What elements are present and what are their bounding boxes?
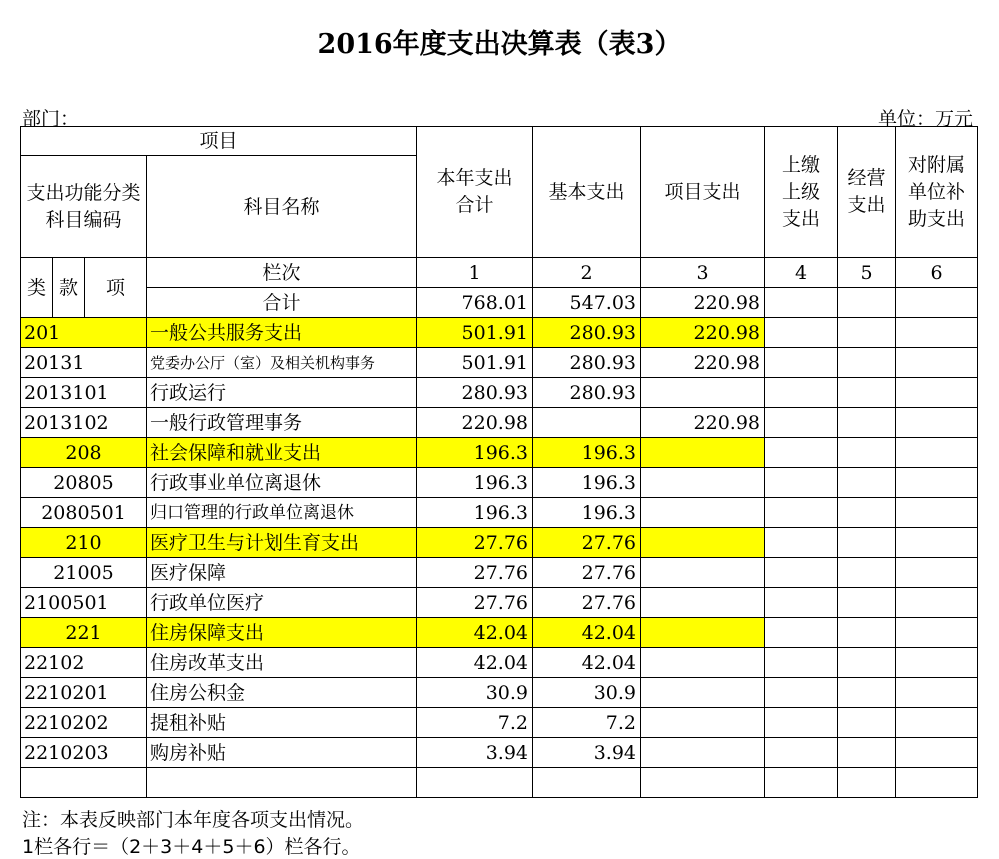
formula-note: 1栏各行＝（2＋3＋4＋5＋6）栏各行。 — [22, 836, 361, 858]
row-total: 220.98 — [417, 408, 533, 438]
row-total: 3.94 — [417, 738, 533, 768]
header-col-business: 经营支出 — [838, 127, 896, 258]
table-row-empty — [21, 768, 978, 798]
page-title: 2016年度支出决算表（表3） — [317, 29, 682, 60]
unit-label: 单位：万元 — [877, 108, 973, 130]
row-basic: 196.3 — [533, 438, 641, 468]
table-row — [21, 378, 978, 408]
table-row — [21, 348, 978, 378]
row-basic: 3.94 — [533, 738, 641, 768]
sum-total: 768.01 — [417, 288, 533, 318]
table-row — [21, 648, 978, 678]
table-row — [21, 498, 978, 528]
table-row — [21, 738, 978, 768]
table-row — [21, 588, 978, 618]
row-basic: 30.9 — [533, 678, 641, 708]
row-project — [641, 588, 765, 618]
row-basic: 42.04 — [533, 618, 641, 648]
row-project: 220.98 — [641, 408, 765, 438]
sum-project: 220.98 — [641, 288, 765, 318]
row-name: 住房公积金 — [147, 678, 417, 708]
row-project: 220.98 — [641, 348, 765, 378]
header-col-total: 本年支出合计 — [417, 127, 533, 258]
row-code: 2210202 — [21, 708, 147, 738]
row-basic: 42.04 — [533, 648, 641, 678]
table-note: 注：本表反映部门本年度各项支出情况。 — [22, 809, 365, 831]
row-basic: 7.2 — [533, 708, 641, 738]
row-basic: 196.3 — [533, 468, 641, 498]
row-code: 20131 — [21, 348, 147, 378]
row-index-label: 栏次 — [147, 258, 417, 288]
row-total: 196.3 — [417, 468, 533, 498]
row-code: 201 — [21, 318, 147, 348]
row-total: 501.91 — [417, 318, 533, 348]
row-project: 220.98 — [641, 318, 765, 348]
table-row — [21, 708, 978, 738]
row-code: 20805 — [21, 468, 147, 498]
row-basic: 280.93 — [533, 318, 641, 348]
header-col-basic: 基本支出 — [533, 127, 641, 258]
header-xiang: 项 — [85, 258, 147, 318]
col-index-6: 6 — [896, 258, 978, 288]
row-code: 2210201 — [21, 678, 147, 708]
row-total: 30.9 — [417, 678, 533, 708]
row-name: 住房改革支出 — [147, 648, 417, 678]
sum-basic: 547.03 — [533, 288, 641, 318]
row-project — [641, 618, 765, 648]
row-name: 医疗卫生与计划生育支出 — [147, 528, 417, 558]
row-basic: 27.76 — [533, 558, 641, 588]
col-index-5: 5 — [838, 258, 896, 288]
row-basic — [533, 408, 641, 438]
header-project: 项目 — [21, 127, 417, 156]
expenditure-table — [20, 126, 978, 798]
row-project — [641, 498, 765, 528]
row-name: 行政事业单位离退休 — [147, 468, 417, 498]
row-name: 归口管理的行政单位离退休 — [147, 498, 417, 528]
row-total: 42.04 — [417, 618, 533, 648]
row-name: 医疗保障 — [147, 558, 417, 588]
row-name: 一般公共服务支出 — [147, 318, 417, 348]
row-project — [641, 648, 765, 678]
row-code: 2080501 — [21, 498, 147, 528]
table-row — [21, 618, 978, 648]
row-basic: 280.93 — [533, 378, 641, 408]
row-project — [641, 438, 765, 468]
row-total: 7.2 — [417, 708, 533, 738]
row-project — [641, 558, 765, 588]
row-name: 一般行政管理事务 — [147, 408, 417, 438]
table-row — [21, 468, 978, 498]
row-code: 21005 — [21, 558, 147, 588]
row-code: 2013102 — [21, 408, 147, 438]
table-row — [21, 558, 978, 588]
header-func-code: 支出功能分类科目编码 — [21, 156, 147, 258]
header-lei: 类 — [21, 258, 53, 318]
row-basic: 27.76 — [533, 528, 641, 558]
row-total: 27.76 — [417, 528, 533, 558]
header-col-project: 项目支出 — [641, 127, 765, 258]
row-basic: 196.3 — [533, 498, 641, 528]
row-code: 2013101 — [21, 378, 147, 408]
department-label: 部门： — [22, 108, 80, 130]
row-project — [641, 708, 765, 738]
col-index-1: 1 — [417, 258, 533, 288]
row-name: 提租补贴 — [147, 708, 417, 738]
row-total: 280.93 — [417, 378, 533, 408]
row-project — [641, 738, 765, 768]
sum-label: 合计 — [147, 288, 417, 318]
row-name: 住房保障支出 — [147, 618, 417, 648]
row-code: 221 — [21, 618, 147, 648]
row-code: 208 — [21, 438, 147, 468]
row-name: 购房补贴 — [147, 738, 417, 768]
row-total: 196.3 — [417, 498, 533, 528]
header-col-upper: 上缴上级支出 — [765, 127, 838, 258]
table-row — [21, 318, 978, 348]
row-name: 社会保障和就业支出 — [147, 438, 417, 468]
row-code: 2210203 — [21, 738, 147, 768]
header-subject-name: 科目名称 — [147, 156, 417, 258]
row-basic: 27.76 — [533, 588, 641, 618]
row-code: 210 — [21, 528, 147, 558]
header-kuan: 款 — [53, 258, 85, 318]
row-basic: 280.93 — [533, 348, 641, 378]
table-row — [21, 528, 978, 558]
row-name: 党委办公厅（室）及相关机构事务 — [147, 348, 417, 378]
row-total: 42.04 — [417, 648, 533, 678]
row-project — [641, 678, 765, 708]
row-project — [641, 528, 765, 558]
row-code: 22102 — [21, 648, 147, 678]
row-project — [641, 378, 765, 408]
row-total: 27.76 — [417, 588, 533, 618]
col-index-3: 3 — [641, 258, 765, 288]
header-col-subsidy: 对附属单位补助支出 — [896, 127, 978, 258]
row-project — [641, 468, 765, 498]
table-row — [21, 408, 978, 438]
row-name: 行政单位医疗 — [147, 588, 417, 618]
row-total: 501.91 — [417, 348, 533, 378]
col-index-2: 2 — [533, 258, 641, 288]
row-name: 行政运行 — [147, 378, 417, 408]
table-row — [21, 678, 978, 708]
table-row — [21, 438, 978, 468]
row-total: 27.76 — [417, 558, 533, 588]
row-total: 196.3 — [417, 438, 533, 468]
row-code: 2100501 — [21, 588, 147, 618]
col-index-4: 4 — [765, 258, 838, 288]
